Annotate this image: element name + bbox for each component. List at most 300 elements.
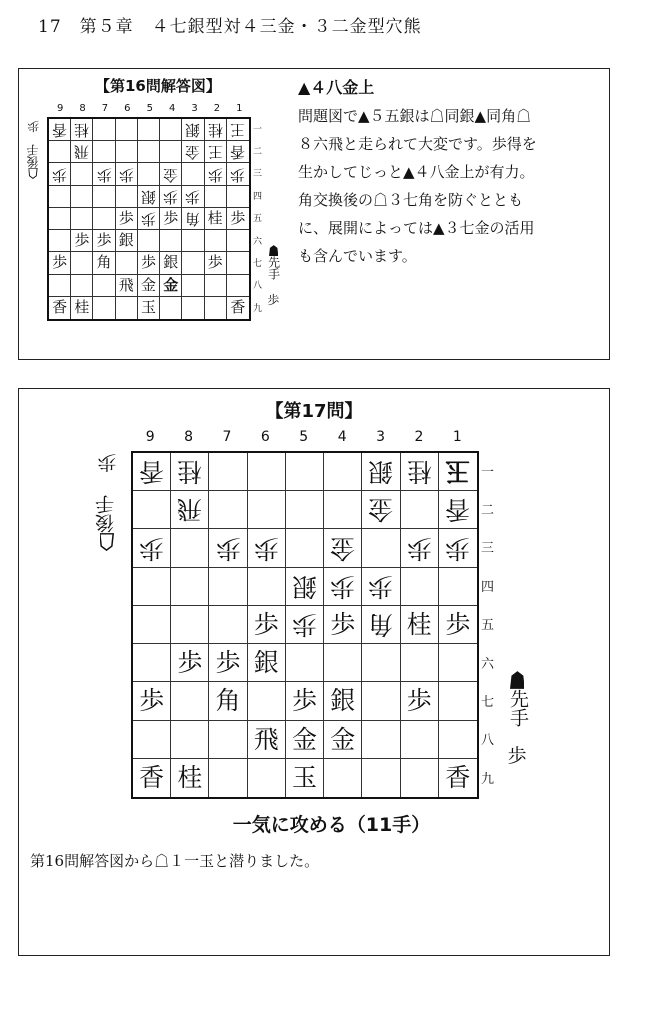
answer-move: ▲４八金上	[298, 78, 375, 97]
board-square	[171, 529, 209, 567]
gote-piece: 歩	[52, 165, 68, 184]
board-square	[227, 230, 249, 252]
board-square	[160, 208, 182, 230]
board-square	[227, 208, 249, 230]
board-square	[248, 759, 286, 797]
sente-piece: 歩	[445, 609, 471, 639]
board-square	[93, 208, 115, 230]
sente-piece: 歩	[139, 686, 165, 716]
board-square	[324, 568, 362, 606]
gote-piece: 歩	[139, 533, 165, 563]
row-label: 二	[481, 503, 495, 519]
board-square	[133, 491, 171, 529]
gote-piece: 歩	[291, 609, 317, 639]
board-square	[133, 606, 171, 644]
board-square	[182, 186, 204, 208]
column-label: 5	[299, 429, 309, 445]
board-square	[286, 568, 324, 606]
board-square	[248, 606, 286, 644]
column-label: 2	[213, 103, 221, 114]
board-square	[171, 491, 209, 529]
board-square	[205, 186, 227, 208]
board-square	[227, 119, 249, 141]
board-square	[133, 453, 171, 491]
sente-piece: 歩	[177, 648, 203, 678]
problem17-description: 第16問解答図から☖１一玉と潜りました。	[30, 852, 320, 870]
commentary-line: 問題図で▲５五銀は☖同銀▲同角☖	[298, 107, 532, 125]
board-square	[160, 252, 182, 274]
sente-piece: 金	[291, 724, 317, 754]
commentary-line: 角交換後の☖３七角を防ぐととも	[298, 191, 524, 209]
board-square	[182, 230, 204, 252]
board-square	[205, 119, 227, 141]
board-square	[324, 606, 362, 644]
diagram16-column-labels	[49, 103, 251, 114]
sente-piece: 歩	[96, 231, 112, 250]
column-label: 6	[124, 103, 131, 114]
row-label: 六	[253, 236, 263, 247]
board-square	[248, 453, 286, 491]
board-square	[171, 453, 209, 491]
sente-piece: 歩	[163, 208, 179, 227]
board-square	[93, 186, 115, 208]
board-square	[160, 186, 182, 208]
board-square	[182, 163, 204, 185]
board-square	[209, 644, 247, 682]
board-square	[439, 568, 477, 606]
board-square	[324, 721, 362, 759]
board-square	[248, 644, 286, 682]
board-square	[209, 606, 247, 644]
problem17-title: 【第17問】	[265, 401, 363, 422]
gote-piece: 飛	[177, 495, 203, 525]
board-square	[401, 453, 439, 491]
gote-piece: 銀	[291, 571, 317, 601]
gote-piece: 歩	[163, 187, 179, 206]
board-square	[182, 275, 204, 297]
board-square	[205, 163, 227, 185]
column-label: 1	[236, 103, 243, 114]
board-square	[205, 208, 227, 230]
column-label: 3	[191, 103, 198, 114]
gote-piece: 桂	[177, 457, 203, 487]
gote-piece: 歩	[185, 187, 201, 206]
gote-piece-icon	[29, 168, 38, 179]
board-square	[286, 491, 324, 529]
row-label: 四	[481, 579, 495, 595]
gote-piece: 香	[52, 121, 68, 140]
gote-piece: 銀	[140, 187, 156, 206]
board-square	[49, 297, 71, 319]
sente-piece: 歩	[253, 609, 279, 639]
board-square	[93, 252, 115, 274]
board-square	[401, 759, 439, 797]
gote-piece: 金	[330, 533, 356, 563]
sente-piece: 香	[445, 763, 471, 793]
board-square	[248, 529, 286, 567]
board-square	[138, 208, 160, 230]
gote-piece: 金	[368, 495, 394, 525]
board-square	[182, 297, 204, 319]
gote-piece: 歩	[368, 571, 394, 601]
board-square	[248, 682, 286, 720]
board-square	[401, 682, 439, 720]
board-square	[160, 163, 182, 185]
column-label: 7	[222, 429, 232, 445]
board-square	[160, 297, 182, 319]
board-square	[182, 208, 204, 230]
board-square	[93, 163, 115, 185]
board-square	[171, 721, 209, 759]
board-square	[209, 721, 247, 759]
board-square	[286, 529, 324, 567]
board-square	[362, 568, 400, 606]
board-square	[286, 453, 324, 491]
board-square	[116, 252, 138, 274]
board-square	[71, 297, 93, 319]
board-square	[138, 119, 160, 141]
board-square	[182, 141, 204, 163]
sente-piece: 歩	[215, 648, 241, 678]
sente-piece: 歩	[52, 253, 68, 272]
board-square	[324, 529, 362, 567]
sente-piece: 角	[215, 686, 241, 716]
board-square	[401, 491, 439, 529]
board-square	[171, 759, 209, 797]
row-label: 二	[253, 147, 263, 158]
board-square	[93, 275, 115, 297]
diagram16-sente-hand	[267, 245, 280, 307]
row-label: 七	[481, 695, 495, 711]
board-square	[71, 230, 93, 252]
board-square	[248, 491, 286, 529]
board-square	[171, 644, 209, 682]
board-square	[171, 606, 209, 644]
sente-piece: 歩	[118, 208, 134, 227]
board-square	[439, 529, 477, 567]
board-square	[439, 644, 477, 682]
board-square	[71, 163, 93, 185]
board-square	[93, 119, 115, 141]
gote-piece: 王	[207, 143, 223, 162]
board-square	[209, 759, 247, 797]
column-label: 9	[57, 103, 64, 114]
board-square	[116, 230, 138, 252]
board-square	[401, 721, 439, 759]
board-square	[138, 186, 160, 208]
column-label: 9	[145, 429, 155, 445]
board-square	[116, 163, 138, 185]
row-label: 三	[481, 541, 495, 557]
gote-piece: 歩	[118, 165, 134, 184]
gote-piece: 歩	[230, 165, 246, 184]
board-square	[362, 606, 400, 644]
diagram16-title: 【第16問解答図】	[95, 77, 221, 95]
board-square	[439, 682, 477, 720]
board-square	[227, 297, 249, 319]
board-square	[138, 297, 160, 319]
column-label: 8	[184, 429, 194, 445]
gote-piece: 香	[230, 143, 246, 162]
sente-piece-icon	[269, 245, 278, 256]
diagram16-board	[47, 117, 251, 321]
board-square	[93, 230, 115, 252]
row-label: 八	[481, 733, 495, 749]
board-square	[160, 275, 182, 297]
board-square	[401, 568, 439, 606]
column-label: 7	[101, 103, 109, 114]
board-square	[49, 141, 71, 163]
commentary-line: ８六飛と走られて大変です。歩得を	[298, 135, 537, 153]
row-label: 五	[481, 618, 495, 634]
board-square	[286, 759, 324, 797]
commentary-line: に、展開によっては▲３七金の活用	[298, 219, 535, 237]
gote-piece: 飛	[74, 143, 90, 162]
sente-piece: 銀	[330, 686, 356, 716]
row-label: 九	[253, 303, 263, 314]
column-label: 2	[414, 429, 424, 445]
gote-piece: 歩	[253, 533, 279, 563]
board-square	[324, 682, 362, 720]
board-square	[439, 606, 477, 644]
board-square	[49, 275, 71, 297]
sente-piece: 香	[230, 298, 246, 317]
gote-hand-pieces: 歩	[97, 450, 117, 473]
gote-piece: 金	[185, 143, 201, 162]
board-square	[362, 491, 400, 529]
sente-hand-pieces: 歩	[507, 745, 527, 768]
sente-piece: 銀	[163, 253, 179, 272]
gote-piece: 歩	[330, 571, 356, 601]
board-square	[133, 721, 171, 759]
gote-piece: 銀	[185, 121, 201, 140]
sente-piece: 桂	[207, 208, 223, 227]
board-square	[439, 759, 477, 797]
board-square	[227, 163, 249, 185]
board-square	[209, 682, 247, 720]
board-square	[209, 453, 247, 491]
gote-piece: 香	[445, 495, 471, 525]
board-square	[133, 568, 171, 606]
sente-piece: 金	[163, 275, 179, 294]
sente-piece: 金	[140, 275, 156, 294]
board-square	[71, 119, 93, 141]
board-square	[227, 252, 249, 274]
board-square	[209, 491, 247, 529]
gote-piece: 角	[185, 209, 201, 228]
board-square	[286, 644, 324, 682]
sente-label: 先手	[506, 689, 529, 728]
board-square	[49, 119, 71, 141]
gote-piece-icon	[100, 533, 115, 551]
board-square	[93, 297, 115, 319]
board-square	[324, 453, 362, 491]
sente-piece: 歩	[230, 208, 246, 227]
diagram16-commentary	[298, 74, 598, 270]
board-square	[205, 297, 227, 319]
sente-piece: 桂	[74, 298, 90, 317]
gote-piece: 玉	[445, 457, 471, 487]
row-label: 三	[253, 169, 263, 180]
board-square	[49, 186, 71, 208]
board-square	[227, 186, 249, 208]
board-square	[182, 252, 204, 274]
problem17-board	[131, 451, 479, 799]
gote-piece: 金	[163, 165, 179, 184]
board-square	[209, 529, 247, 567]
gote-piece: 角	[368, 609, 394, 639]
board-square	[160, 119, 182, 141]
board-square	[362, 721, 400, 759]
board-square	[71, 186, 93, 208]
diagram16-row-labels	[253, 117, 262, 319]
gote-piece: 歩	[215, 533, 241, 563]
diagram16-gote-hand	[27, 119, 40, 179]
board-square	[133, 644, 171, 682]
board-square	[401, 606, 439, 644]
board-square	[71, 208, 93, 230]
board-square	[248, 568, 286, 606]
board-square	[286, 721, 324, 759]
page-header: 17 第５章 ４七銀型対４三金・３二金型穴熊	[38, 17, 422, 37]
board-square	[171, 682, 209, 720]
sente-piece: 飛	[253, 724, 279, 754]
gote-piece: 銀	[368, 457, 394, 487]
board-square	[116, 186, 138, 208]
board-square	[138, 252, 160, 274]
board-square	[286, 682, 324, 720]
commentary-line: も含んでいます。	[298, 247, 417, 265]
board-square	[205, 230, 227, 252]
board-square	[116, 275, 138, 297]
board-square	[182, 119, 204, 141]
board-square	[205, 275, 227, 297]
sente-piece: 歩	[291, 686, 317, 716]
row-label: 八	[253, 281, 263, 292]
board-square	[116, 208, 138, 230]
sente-piece: 角	[96, 253, 112, 272]
sente-piece: 銀	[253, 648, 279, 678]
sente-piece: 桂	[177, 763, 203, 793]
board-square	[362, 682, 400, 720]
board-square	[71, 141, 93, 163]
gote-piece: 桂	[406, 457, 432, 487]
gote-piece: 歩	[207, 165, 223, 184]
board-square	[401, 529, 439, 567]
gote-piece: 香	[139, 457, 165, 487]
board-square	[93, 141, 115, 163]
gote-piece: 桂	[74, 121, 90, 140]
row-label: 五	[253, 214, 263, 225]
column-label: 8	[79, 103, 86, 114]
sente-hand-pieces: 歩	[267, 293, 280, 308]
board-square	[116, 141, 138, 163]
sente-piece: 銀	[118, 231, 134, 250]
sente-piece: 香	[52, 298, 68, 317]
sente-piece: 歩	[330, 609, 356, 639]
board-square	[209, 568, 247, 606]
board-square	[205, 141, 227, 163]
row-label: 四	[253, 191, 263, 202]
board-square	[286, 606, 324, 644]
board-square	[362, 759, 400, 797]
sente-piece: 歩	[74, 231, 90, 250]
board-square	[116, 119, 138, 141]
gote-piece: 歩	[96, 165, 112, 184]
board-square	[49, 252, 71, 274]
board-square	[133, 759, 171, 797]
column-label: 3	[376, 429, 385, 445]
board-square	[71, 252, 93, 274]
column-label: 4	[168, 103, 176, 114]
board-square	[324, 491, 362, 529]
sente-label: 先手	[266, 256, 281, 281]
board-square	[171, 568, 209, 606]
board-square	[439, 721, 477, 759]
column-label: 1	[452, 429, 462, 445]
board-square	[133, 682, 171, 720]
sente-piece: 飛	[118, 275, 134, 294]
problem17-subtitle: 一気に攻める（11手）	[232, 814, 431, 836]
board-square	[49, 163, 71, 185]
board-square	[138, 163, 160, 185]
problem17-row-labels	[481, 451, 494, 797]
board-square	[116, 297, 138, 319]
problem17-gote-hand	[97, 451, 117, 551]
sente-piece: 歩	[140, 253, 156, 272]
sente-piece: 玉	[140, 298, 156, 317]
board-square	[362, 453, 400, 491]
board-square	[227, 141, 249, 163]
board-square	[439, 491, 477, 529]
sente-piece: 歩	[406, 686, 432, 716]
column-label: 5	[146, 103, 153, 114]
board-square	[160, 141, 182, 163]
board-square	[133, 529, 171, 567]
column-label: 4	[337, 429, 347, 445]
board-square	[138, 141, 160, 163]
board-square	[49, 230, 71, 252]
board-square	[324, 759, 362, 797]
column-label: 6	[260, 429, 270, 445]
board-square	[362, 644, 400, 682]
row-label: 九	[481, 771, 495, 787]
problem17-column-labels	[131, 429, 477, 445]
row-label: 六	[481, 656, 495, 672]
gote-piece: 歩	[445, 533, 471, 563]
problem17-sente-hand	[507, 671, 527, 767]
board-square	[362, 529, 400, 567]
sente-piece: 金	[330, 724, 356, 754]
board-square	[248, 721, 286, 759]
row-label: 一	[481, 464, 495, 480]
board-square	[401, 644, 439, 682]
gote-piece: 桂	[207, 121, 223, 140]
gote-piece: 歩	[406, 533, 432, 563]
commentary-line: 生かしてじっと▲４八金上が有力。	[298, 163, 535, 181]
gote-hand-pieces: 歩	[27, 118, 40, 133]
gote-label: 後手	[26, 143, 40, 168]
board-square	[439, 453, 477, 491]
board-square	[138, 230, 160, 252]
sente-piece-icon	[510, 671, 525, 689]
board-square	[227, 275, 249, 297]
board-square	[205, 252, 227, 274]
sente-piece: 香	[139, 763, 165, 793]
sente-piece: 桂	[406, 609, 432, 639]
board-square	[324, 644, 362, 682]
sente-piece: 歩	[207, 253, 223, 272]
